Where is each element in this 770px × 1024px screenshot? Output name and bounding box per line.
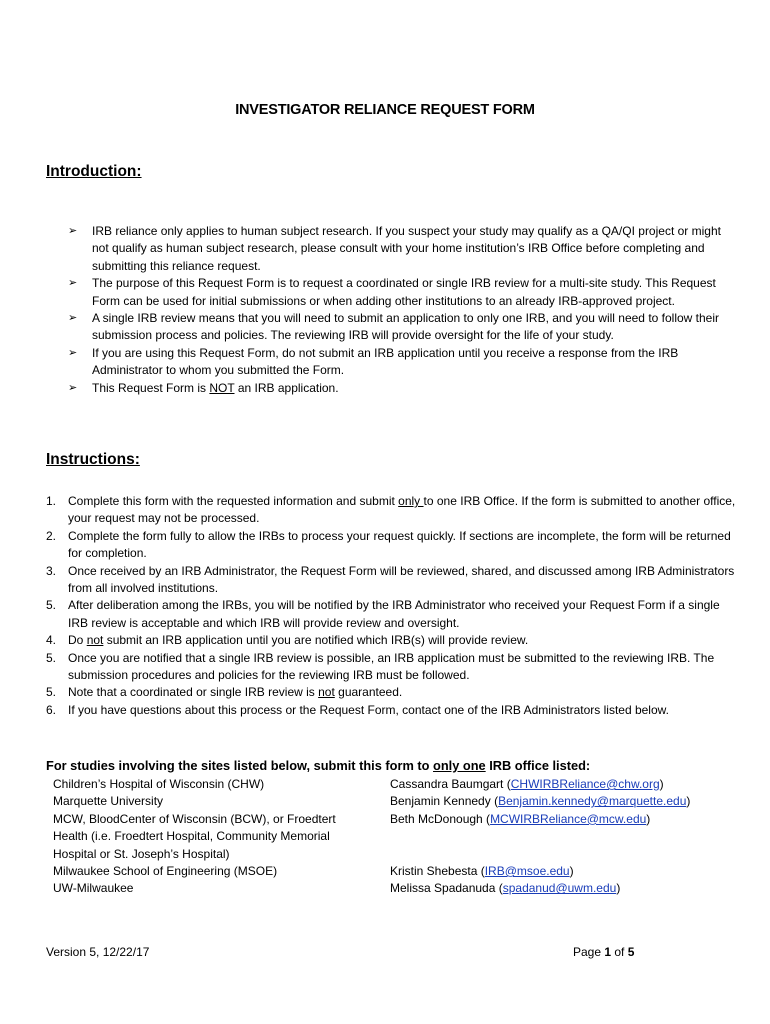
instruction-item: 5. Note that a coordinated or single IRB review is not guaranteed. bbox=[46, 685, 403, 700]
contact-item: Melissa Spadanuda (spadanud@uwm.edu) bbox=[390, 881, 621, 896]
instruction-item: 1. Complete this form with the requested information and submit only to one IRB Office. If the form is submitted to another office, your request may not be processed. bbox=[46, 494, 736, 526]
instruction-item: 4. Do not submit an IRB application until you are notified which IRB(s) will provide review. bbox=[46, 633, 529, 648]
contact-item: Beth McDonough (MCWIRBReliance@mcw.edu) bbox=[390, 811, 651, 826]
arrow-bullet-icon: ➢ bbox=[68, 346, 78, 359]
instruction-item: 5. After deliberation among the IRBs, you will be notified by the IRB Administrator who received your Request Form if a single IRB review is acceptable and which IRB will provide review and oversight. bbox=[46, 598, 720, 630]
email-link[interactable]: IRB@msoe.edu bbox=[484, 864, 570, 878]
email-link[interactable]: CHWIRBReliance@chw.org bbox=[510, 777, 660, 791]
page-number: Page 1 of 5 bbox=[573, 945, 635, 959]
form-title: INVESTIGATOR RELIANCE REQUEST FORM bbox=[235, 102, 535, 118]
version-label: Version 5, 12/22/17 bbox=[46, 945, 150, 959]
instruction-item: 6. If you have questions about this process or the Request Form, contact one of the IRB Administrators listed below. bbox=[46, 702, 669, 717]
instructions-list bbox=[46, 493, 736, 719]
site-item: Children’s Hospital of Wisconsin (CHW) bbox=[53, 777, 265, 791]
site-item: Hospital or St. Joseph’s Hospital) bbox=[53, 846, 230, 861]
spacer bbox=[390, 828, 750, 845]
email-link[interactable]: MCWIRBReliance@mcw.edu bbox=[490, 811, 647, 826]
intro-bullet: ➢ This Request Form is NOT an IRB application. bbox=[68, 380, 728, 397]
arrow-bullet-icon: ➢ bbox=[68, 277, 78, 290]
instruction-item: 3. Once received by an IRB Administrator, the Request Form will be reviewed, shared, and discussed among IRB Administrators from all involved institutions. bbox=[46, 563, 735, 596]
site-item: Milwaukee School of Engineering (MSOE) bbox=[53, 864, 278, 879]
email-link[interactable]: Benjamin.kennedy@marquette.edu bbox=[498, 794, 687, 809]
arrow-bullet-icon: ➢ bbox=[68, 312, 78, 325]
intro-bullet: ➢ A single IRB review means that you will need to submit an application to only one IRB, and you will need to follow their submission process and policies. The reviewing IRB will provide oversight for the life of your study. bbox=[68, 311, 720, 343]
contact-item: Benjamin Kennedy (Benjamin.kennedy@marquette.edu) bbox=[390, 794, 691, 809]
intro-bullet: ➢ IRB reliance only applies to human subject research. If you suspect your study may qualify as a QA/QI project or might not qualify as human subject research, please consult with your home institution’s IRB Office before completing and submitting this reliance request. bbox=[68, 224, 721, 273]
site-item: UW-Milwaukee bbox=[53, 881, 134, 896]
introduction-heading: Introduction: bbox=[46, 163, 142, 180]
arrow-bullet-icon: ➢ bbox=[68, 225, 78, 237]
introduction-list bbox=[68, 223, 728, 397]
instruction-item: 2. Complete the form fully to allow the IRBs to process your request quickly. If sections are incomplete, the form will be returned for completion. bbox=[46, 528, 731, 561]
email-link[interactable]: spadanud@uwm.edu bbox=[502, 881, 617, 896]
site-item: Health (i.e. Froedtert Hospital, Community Memorial bbox=[53, 829, 330, 844]
site-item: MCW, BloodCenter of Wisconsin (BCW), or Froedtert bbox=[53, 811, 336, 826]
studies-heading: For studies involving the sites listed below, submit this form to only one IRB office listed: bbox=[46, 758, 591, 773]
instruction-item: 5. Once you are notified that a single IRB review is possible, an IRB application must be submitted to the reviewing IRB. The submission procedures and policies for the reviewing IRB must be followed. bbox=[46, 650, 715, 683]
sites-list bbox=[53, 776, 363, 898]
spacer bbox=[390, 846, 750, 863]
contact-item: Cassandra Baumgart (CHWIRBReliance@chw.org) bbox=[390, 777, 664, 791]
intro-bullet: ➢ If you are using this Request Form, do not submit an IRB application until you receive a response from the IRB Administrator to whom you submitted the Form. bbox=[68, 345, 679, 378]
contacts-list bbox=[390, 776, 750, 898]
arrow-bullet-icon: ➢ bbox=[68, 381, 78, 394]
site-item: Marquette University bbox=[53, 794, 164, 809]
contact-item: Kristin Shebesta (IRB@msoe.edu) bbox=[390, 864, 574, 878]
instructions-heading: Instructions: bbox=[46, 451, 140, 468]
intro-bullet: ➢ The purpose of this Request Form is to request a coordinated or single IRB review for a multi-site study. This Request Form can be used for initial submissions or when adding other institutions to an already IRB-approved project. bbox=[68, 276, 716, 308]
